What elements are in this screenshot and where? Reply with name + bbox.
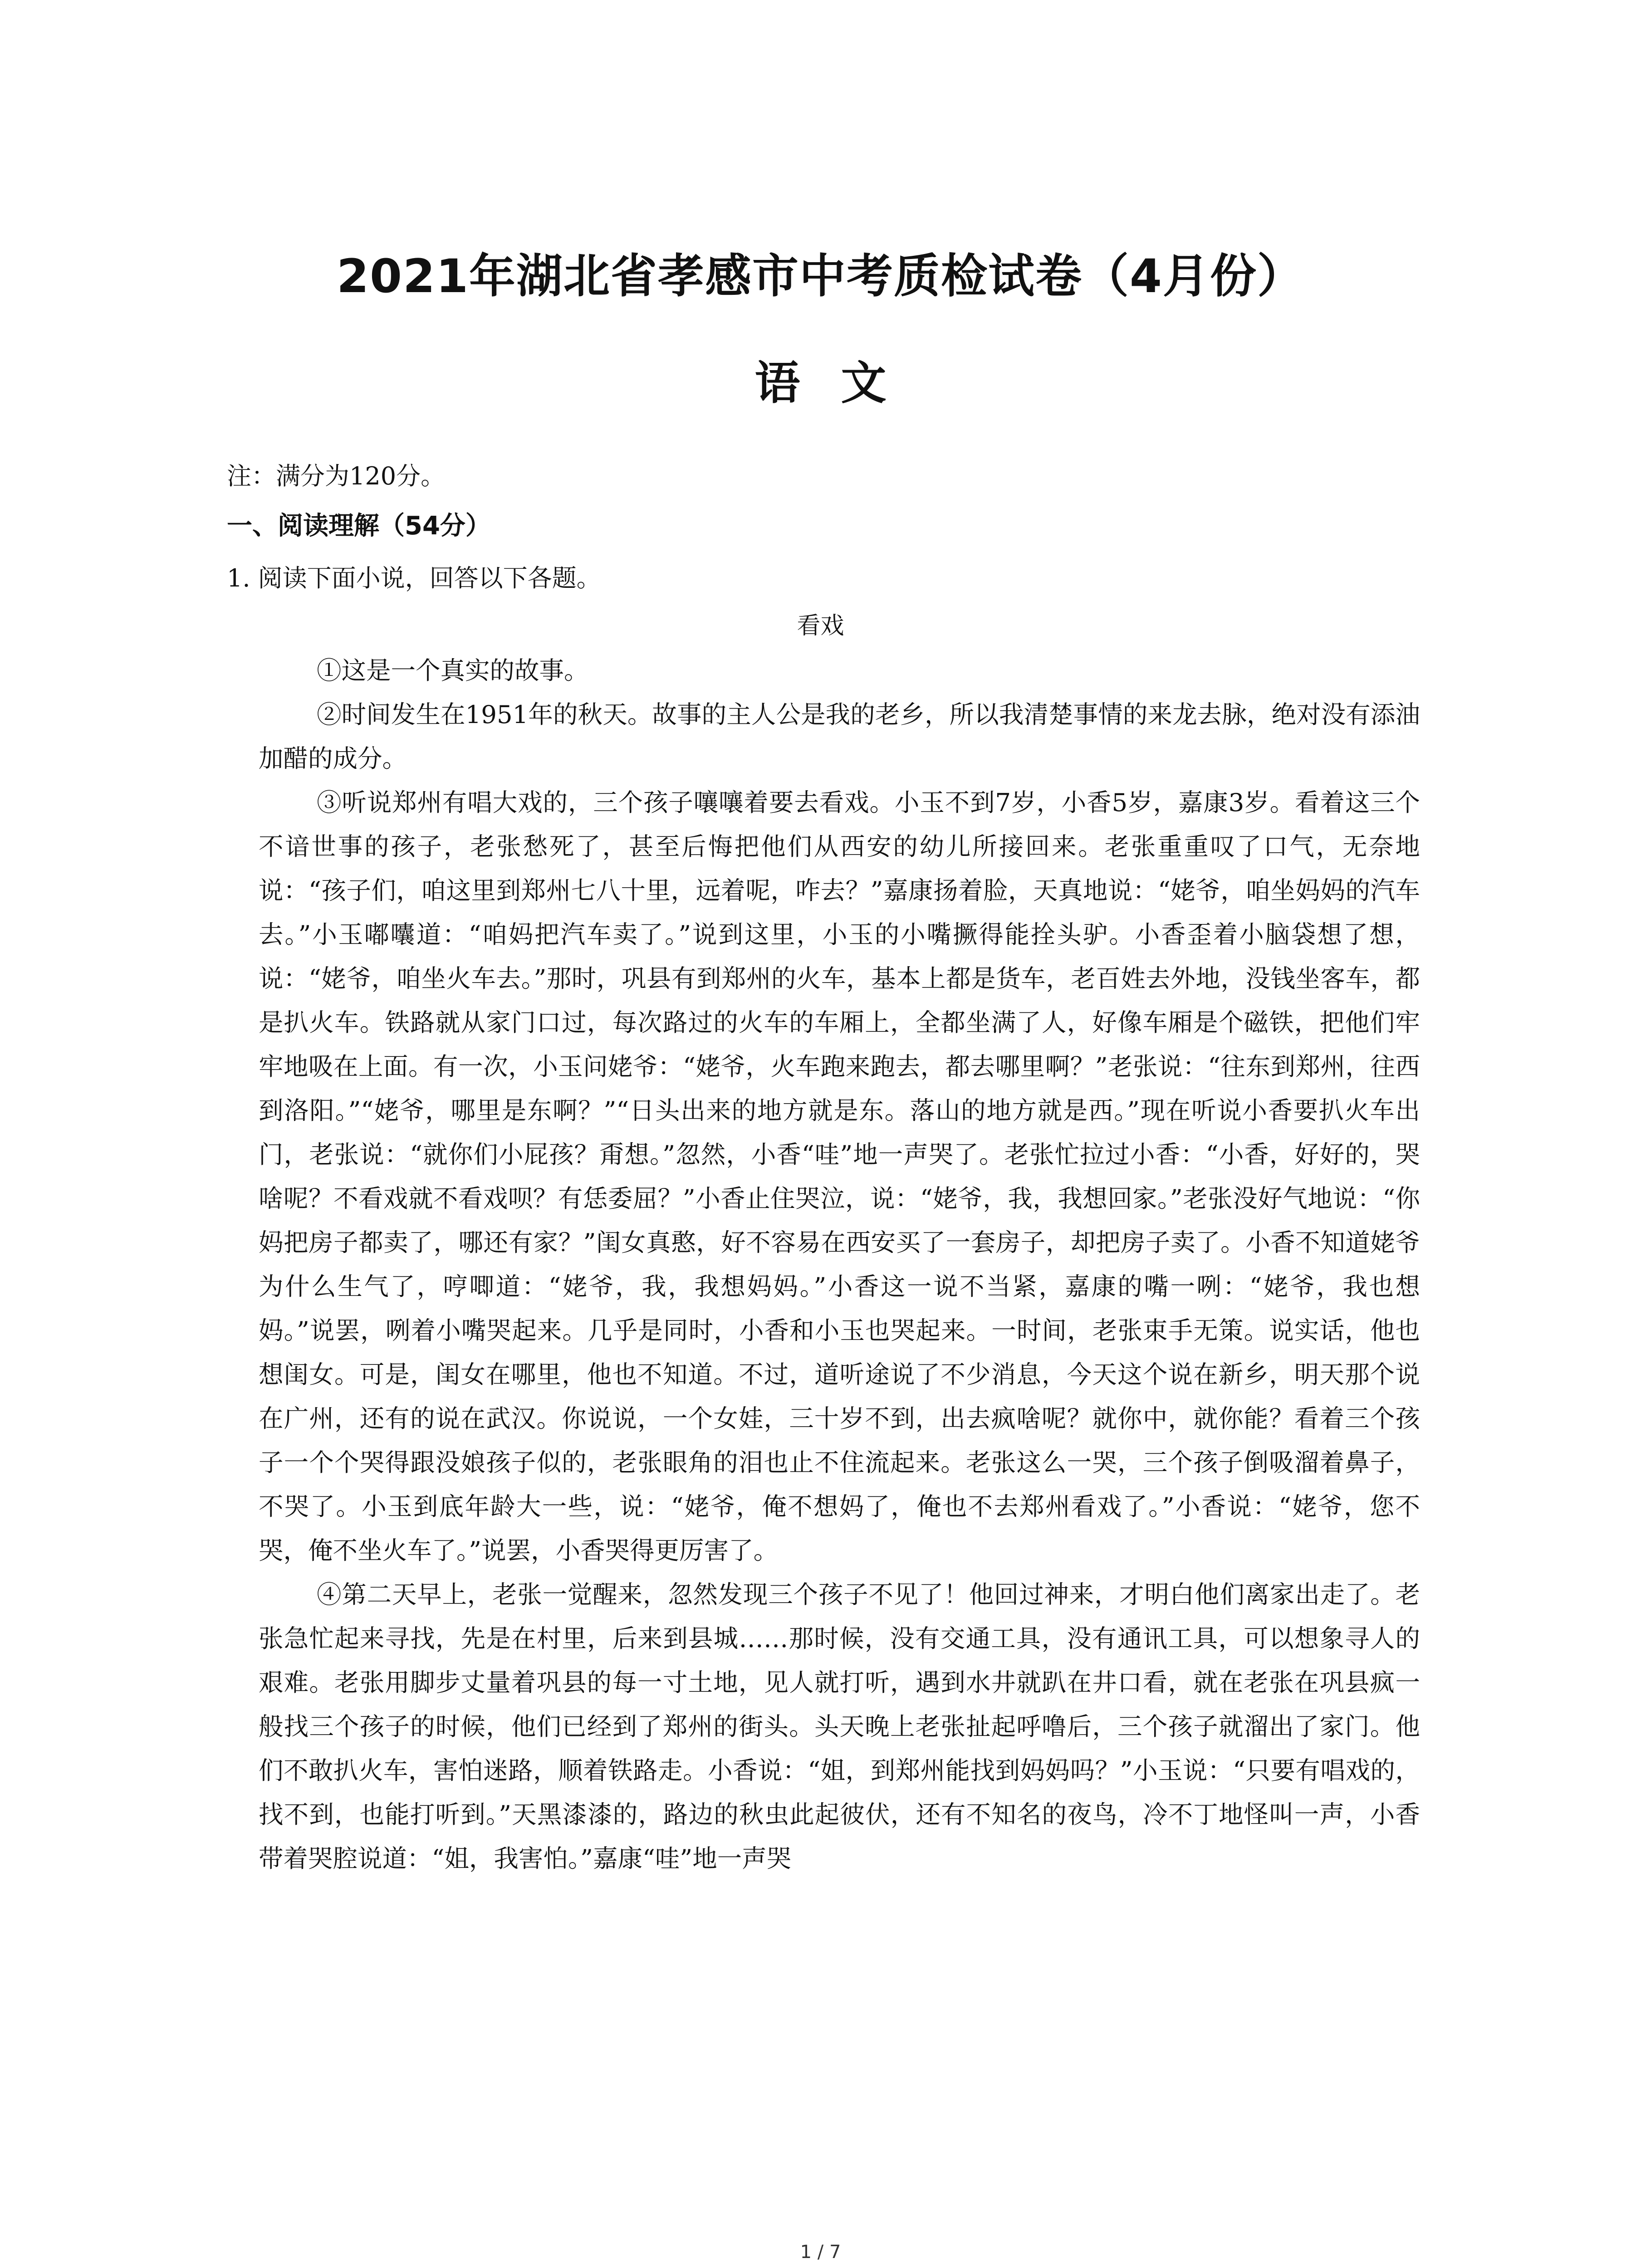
story-paragraph-4: ④第二天早上，老张一觉醒来，忽然发现三个孩子不见了！他回过神来，才明白他们离家出走了。老张急忙起来寻找，先是在村里，后来到县城……那时候，没有交通工具，没有通讯工具，可以想象寻人的艰难。老张用脚步丈量着巩县的每一寸土地，见人就打听，遇到水井就趴在井口看，就在老张在巩县疯一般找三个孩子的时候，他们已经到了郑州的街头。头天晚上老张扯起呼噜后，三个孩子就溜出了家门。他们不敢扒火车，害怕迷路，顺着铁路走。小香说：“姐，到郑州能找到妈妈吗？”小玉说：“只要有唱戏的，找不到，也能打听到。”天黑漆漆的，路边的秋虫此起彼伏，还有不知名的夜鸟，冷不丁地怪叫一声，小香带着哭腔说道：“姐，我害怕。”嘉康“哇”地一声哭 — [259, 1580, 1420, 1873]
subject-heading: 语文 — [754, 357, 927, 410]
page-number: 1 / 7 — [800, 2242, 841, 2263]
score-note: 注：满分为120分。 — [227, 462, 446, 490]
story-paragraph-1: ①这是一个真实的故事。 — [317, 656, 589, 685]
section-heading: 一、阅读理解（54分） — [227, 511, 491, 541]
story-body — [259, 649, 1420, 1881]
question-intro: 1. 阅读下面小说，回答以下各题。 — [227, 564, 601, 592]
story-paragraph-3: ③听说郑州有唱大戏的，三个孩子嚷嚷着要去看戏。小玉不到7岁，小香5岁，嘉康3岁。看着这三个不谙世事的孩子，老张愁死了，甚至后悔把他们从西安的幼儿所接回来。老张重重叹了口气，无奈地说：“孩子们，咱这里到郑州七八十里，远着呢，咋去？”嘉康扬着脸，天真地说：“姥爷，咱坐妈妈的汽车去。”小玉嘟囔道：“咱妈把汽车卖了。”说到这里，小玉的小嘴撅得能拴头驴。小香歪着小脑袋想了想，说：“姥爷，咱坐火车去。”那时，巩县有到郑州的火车，基本上都是货车，老百姓去外地，没钱坐客车，都是扒火车。铁路就从家门口过，每次路过的火车的车厢上，全都坐满了人，好像车厢是个磁铁，把他们牢牢地吸在上面。有一次，小玉问姥爷：“姥爷，火车跑来跑去，都去哪里啊？”老张说：“往东到郑州，往西到洛阳。”“姥爷，哪里是东啊？”“日头出来的地方就是东。落山的地方就是西。”现在听说小香要扒火车出门，老张说：“就你们小屁孩？甭想。”忽然，小香“哇”地一声哭了。老张忙拉过小香：“小香，好好的，哭啥呢？不看戏就不看戏呗？有恁委屈？”小香止住哭泣，说：“姥爷，我，我想回家。”老张没好气地说：“你妈把房子都卖了，哪还有家？”闺女真憨，好不容易在西安买了一套房子，却把房子卖了。小香不知道姥爷为什么生气了，哼唧道：“姥爷，我，我想妈妈。”小香这一说不当紧，嘉康的嘴一咧：“姥爷，我也想妈。”说罢，咧着小嘴哭起来。几乎是同时，小香和小玉也哭起来。一时间，老张束手无策。说实话，他也想闺女。可是，闺女在哪里，他也不知道。不过，道听途说了不少消息，今天这个说在新乡，明天那个说在广州，还有的说在武汉。你说说，一个女娃，三十岁不到，出去疯啥呢？就你中，就你能？看着三个孩子一个个哭得跟没娘孩子似的，老张眼角的泪也止不住流起来。老张这么一哭，三个孩子倒吸溜着鼻子，不哭了。小玉到底年龄大一些，说：“姥爷，俺不想妈了，俺也不去郑州看戏了。”小香说：“姥爷，您不哭，俺不坐火车了。”说罢，小香哭得更厉害了。 — [259, 788, 1420, 1565]
story-title: 看戏 — [797, 612, 844, 640]
exam-title: 2021年湖北省孝感市中考质检试卷（4月份） — [337, 249, 1304, 303]
story-paragraph-2: ②时间发生在1951年的秋天。故事的主人公是我的老乡，所以我清楚事情的来龙去脉，绝对没有添油加醋的成分。 — [259, 700, 1420, 773]
